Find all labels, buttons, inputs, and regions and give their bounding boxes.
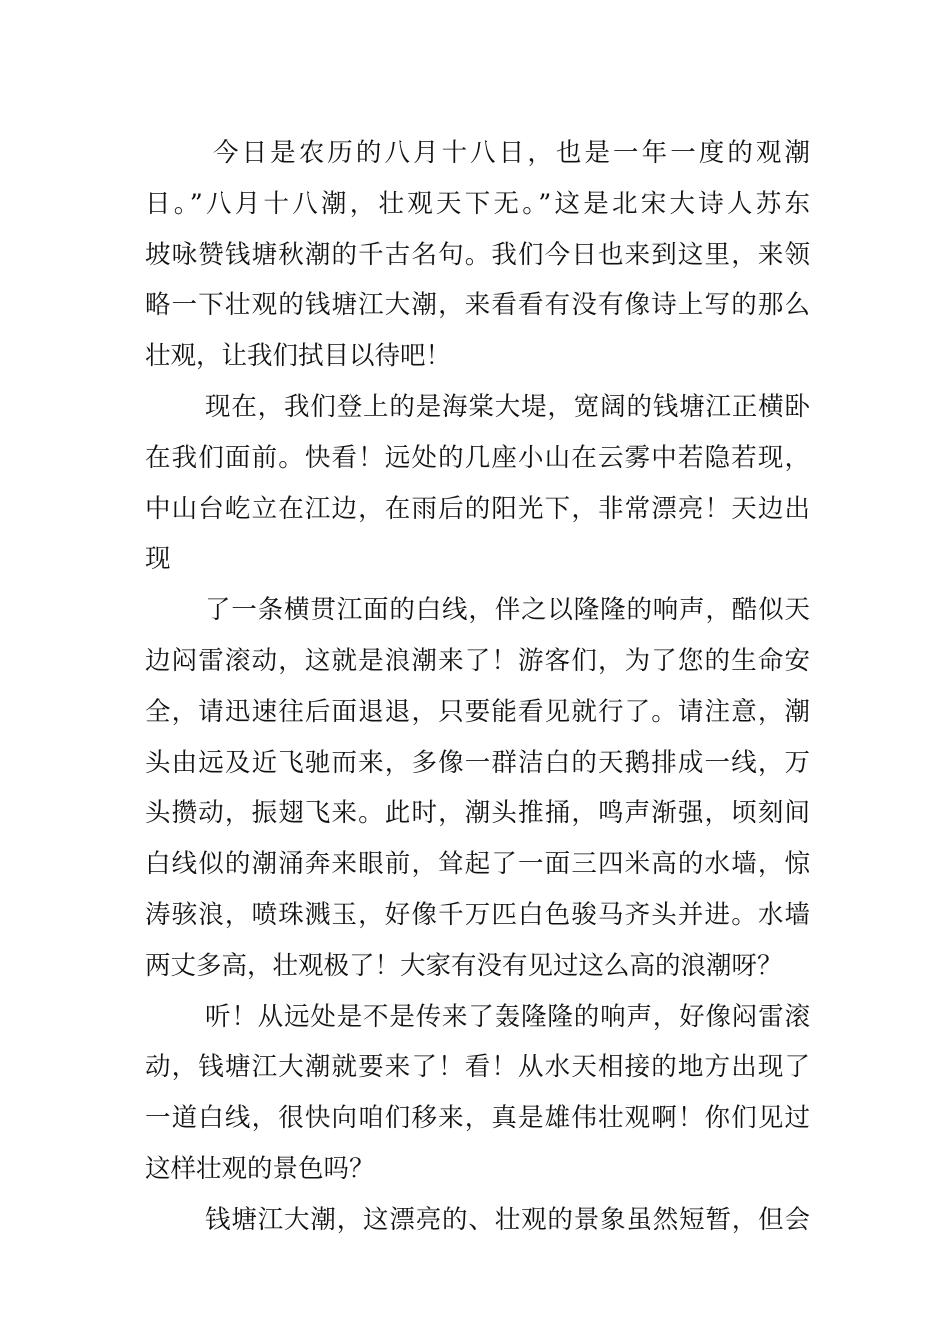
paragraph-5-line-1: 钱塘江大潮，这漂亮的、壮观的景象虽然短暂，但会 xyxy=(205,1204,810,1235)
paragraph-3-line-5: 头攒动，振翅飞来。此时，潮头推捅，鸣声渐强，顷刻间 xyxy=(145,798,810,829)
paragraph-2-line-1: 现在，我们登上的是海棠大堤，宽阔的钱塘江正横卧 xyxy=(205,391,810,422)
paragraph-3-line-6: 白线似的潮涌奔来眼前，耸起了一面三四米高的水墙，惊 xyxy=(145,849,810,880)
paragraph-1-line-2: 日。”八月十八潮，壮观天下无。”这是北宋大诗人苏东 xyxy=(145,188,810,219)
paragraph-1-line-3: 坡咏赞钱塘秋潮的千古名句。我们今日也来到这里，来领 xyxy=(145,239,810,270)
paragraph-1-line-5: 壮观，让我们拭目以待吧！ xyxy=(145,341,452,372)
paragraph-1-line-1: 今日是农历的八月十八日，也是一年一度的观潮 xyxy=(213,138,810,168)
paragraph-3-line-8: 两丈多高，壮观极了！大家有没有见过这么高的浪潮呀？ xyxy=(145,950,783,981)
paragraph-4-line-2: 动，钱塘江大潮就要来了！看！从水天相接的地方出现了 xyxy=(145,1052,810,1083)
paragraph-4-line-4: 这样壮观的景色吗？ xyxy=(145,1153,375,1184)
paragraph-3-line-3: 全，请迅速往后面退退，只要能看见就行了。请注意，潮 xyxy=(145,696,810,727)
paragraph-3-line-2: 边闷雷滚动，这就是浪潮来了！游客们，为了您的生命安 xyxy=(145,645,810,676)
paragraph-3-line-4: 头由远及近飞驰而来，多像一群洁白的天鹅排成一线，万 xyxy=(145,747,810,778)
paragraph-3-line-1: 了一条横贯江面的白线，伴之以隆隆的响声，酷似天 xyxy=(205,595,810,626)
paragraph-2-line-3: 中山台屹立在江边，在雨后的阳光下，非常漂亮！天边出 xyxy=(145,493,810,524)
document-body xyxy=(145,128,810,1246)
paragraph-4-line-1: 听！从远处是不是传来了轰隆隆的响声，好像闷雷滚 xyxy=(205,1001,810,1032)
paragraph-2-line-4: 现 xyxy=(145,544,171,575)
paragraph-2-line-2: 在我们面前。快看！远处的几座小山在云雾中若隐若现， xyxy=(145,442,810,473)
paragraph-4-line-3: 一道白线，很快向咱们移来，真是雄伟壮观啊！你们见过 xyxy=(145,1103,810,1134)
paragraph-1-line-4: 略一下壮观的钱塘江大潮，来看看有没有像诗上写的那么 xyxy=(145,290,810,321)
paragraph-3-line-7: 涛骇浪，喷珠溅玉，好像千万匹白色骏马齐头并进。水墙 xyxy=(145,899,810,930)
